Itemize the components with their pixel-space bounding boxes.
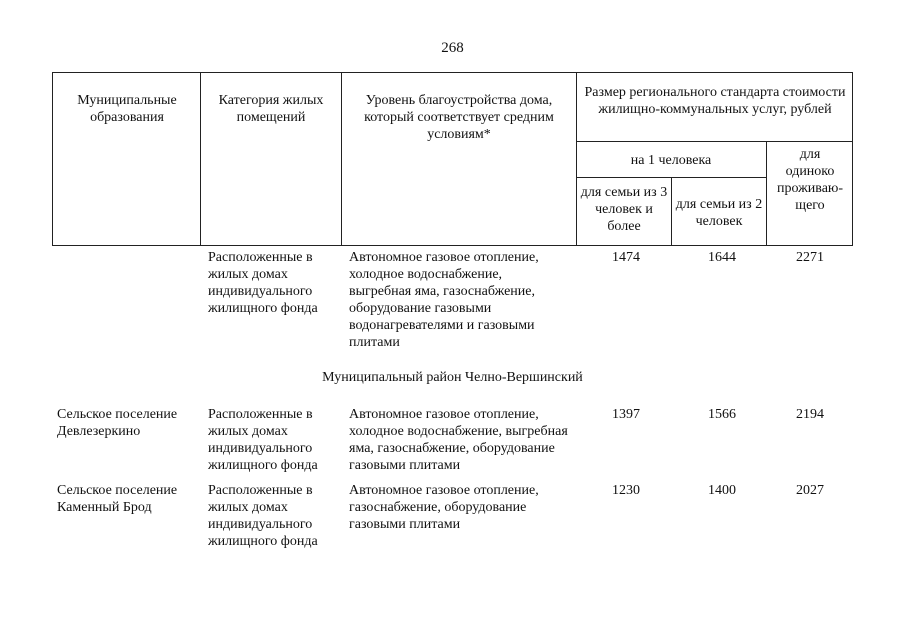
page-number: 268: [441, 40, 464, 56]
header-single: для одиноко проживаю-щего: [776, 147, 844, 213]
section-title: Муниципальный район Челно-Вершинский: [322, 370, 583, 385]
table-header: [52, 72, 853, 246]
row-1-family3-value: 1474: [612, 250, 640, 265]
row-3-family2-value: 1400: [708, 483, 736, 498]
row-1-category: Расположенные в жилых домах индивидуального жилищного фонда: [208, 250, 318, 316]
header-category: Категория жилых помещений: [218, 93, 324, 125]
row-3-category: Расположенные в жилых домах индивидуального жилищного фонда: [208, 483, 318, 549]
header-size: Размер регионального стандарта стоимости жилищно-коммунальных услуг, рублей: [584, 85, 846, 117]
row-1-single-value: 2271: [796, 250, 824, 265]
row-2-family3-value: 1397: [612, 407, 640, 422]
row-1-family2-value: 1644: [708, 250, 736, 265]
row-3-level: Автономное газовое отопление, газоснабжение, оборудование газовыми плитами: [349, 483, 539, 532]
header-family2: для семьи из 2 человек: [675, 197, 763, 229]
row-2-level: Автономное газовое отопление, холодное водоснабжение, выгребная яма, газоснабжение, оборудование газовыми плитами: [349, 407, 568, 473]
row-2-category: Расположенные в жилых домах индивидуального жилищного фонда: [208, 407, 318, 473]
row-2-single-value: 2194: [796, 407, 824, 422]
row-2-municipality: Сельское поселение Девлезеркино: [57, 407, 178, 439]
header-family3: для семьи из 3 человек и более: [580, 185, 668, 234]
row-2-family2-value: 1566: [708, 407, 736, 422]
row-3-family3-value: 1230: [612, 483, 640, 498]
header-level: Уровень благоустройства дома, который соответствует средним условиям*: [364, 93, 554, 142]
row-3-municipality: Сельское поселение Каменный Брод: [57, 483, 178, 515]
header-per-person: на 1 человека: [630, 153, 712, 168]
row-3-single-value: 2027: [796, 483, 824, 498]
header-municipality: Муниципальные образования: [77, 93, 177, 125]
row-1-level: Автономное газовое отопление, холодное водоснабжение, выгребная яма, газоснабжение, оборудование газовыми водонагревателями и газовыми плитами: [349, 250, 539, 350]
